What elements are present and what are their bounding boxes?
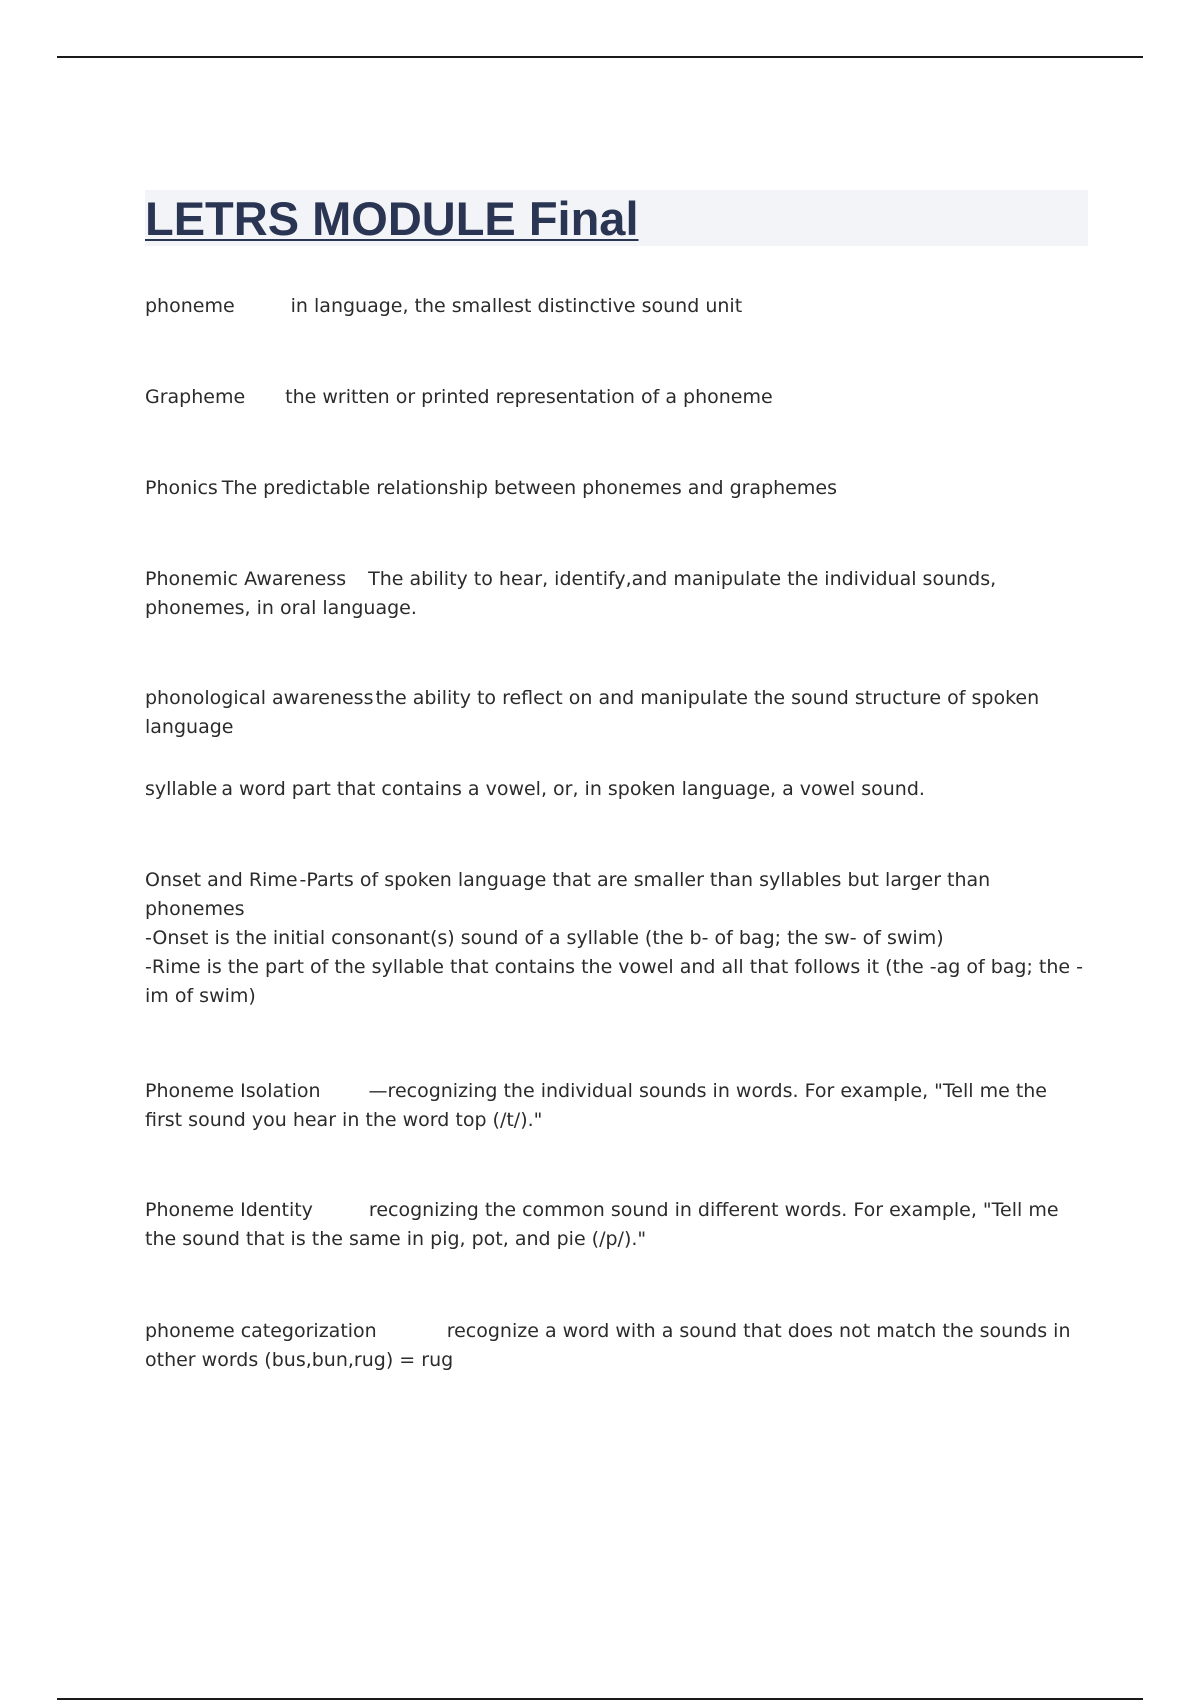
entry-term: phoneme categorization [145, 1320, 377, 1342]
entry-term: Phoneme Isolation [145, 1080, 321, 1102]
entry-definition: -Parts of spoken language that are smaller than syllables but larger than phonemes [145, 869, 991, 920]
entry-definition: recognizing the common sound in different words. For example, "Tell me the sound that is the same in pig, pot, and pie (/p/)." [145, 1199, 1059, 1250]
entry-phonics [145, 474, 1088, 503]
entry-term: Phonics [145, 477, 218, 499]
entry-phoneme [145, 292, 1088, 321]
entry-definition: —recognizing the individual sounds in words. For example, "Tell me the first sound you hear in the word top (/t/)." [145, 1080, 1047, 1131]
entry-definition: a word part that contains a vowel, or, in spoken language, a vowel sound. [221, 778, 925, 800]
entry-definition: The ability to hear, identify,and manipulate the individual sounds, phonemes, in oral language. [145, 568, 997, 619]
entry-term: Phoneme Identity [145, 1199, 313, 1221]
entry-syllable [145, 775, 1088, 804]
entry-definition: the ability to reflect on and manipulate the sound structure of spoken language [145, 687, 1040, 738]
entry-phoneme-isolation [145, 1077, 1088, 1135]
entry-definition: recognize a word with a sound that does not match the sounds in other words (bus,bun,rug) = rug [145, 1320, 1071, 1371]
entry-term: syllable [145, 778, 218, 800]
entry-term: phonological awareness [145, 687, 374, 709]
entry-extra-line: -Onset is the initial consonant(s) sound of a syllable (the b- of bag; the sw- of swim) [145, 927, 944, 949]
top-rule [57, 56, 1143, 58]
entry-phoneme-categorization [145, 1317, 1088, 1375]
entry-grapheme [145, 383, 1088, 412]
entry-term: phoneme [145, 295, 235, 317]
entry-definition: The predictable relationship between phonemes and graphemes [221, 477, 837, 499]
entry-phonemic-awareness [145, 565, 1088, 623]
entry-term: Grapheme [145, 386, 246, 408]
entry-definition: in language, the smallest distinctive sound unit [290, 295, 743, 317]
entry-phoneme-identity [145, 1196, 1088, 1254]
document-title: LETRS MODULE Final [145, 192, 639, 245]
entry-definition: the written or printed representation of a phoneme [285, 386, 773, 408]
entry-phonological-awareness [145, 684, 1088, 742]
entry-onset-and-rime [145, 866, 1088, 1011]
entry-extra-line: -Rime is the part of the syllable that contains the vowel and all that follows it (the -ag of bag; the -im of swim) [145, 956, 1083, 1007]
entry-term: Onset and Rime [145, 869, 298, 891]
entry-term: Phonemic Awareness [145, 568, 347, 590]
